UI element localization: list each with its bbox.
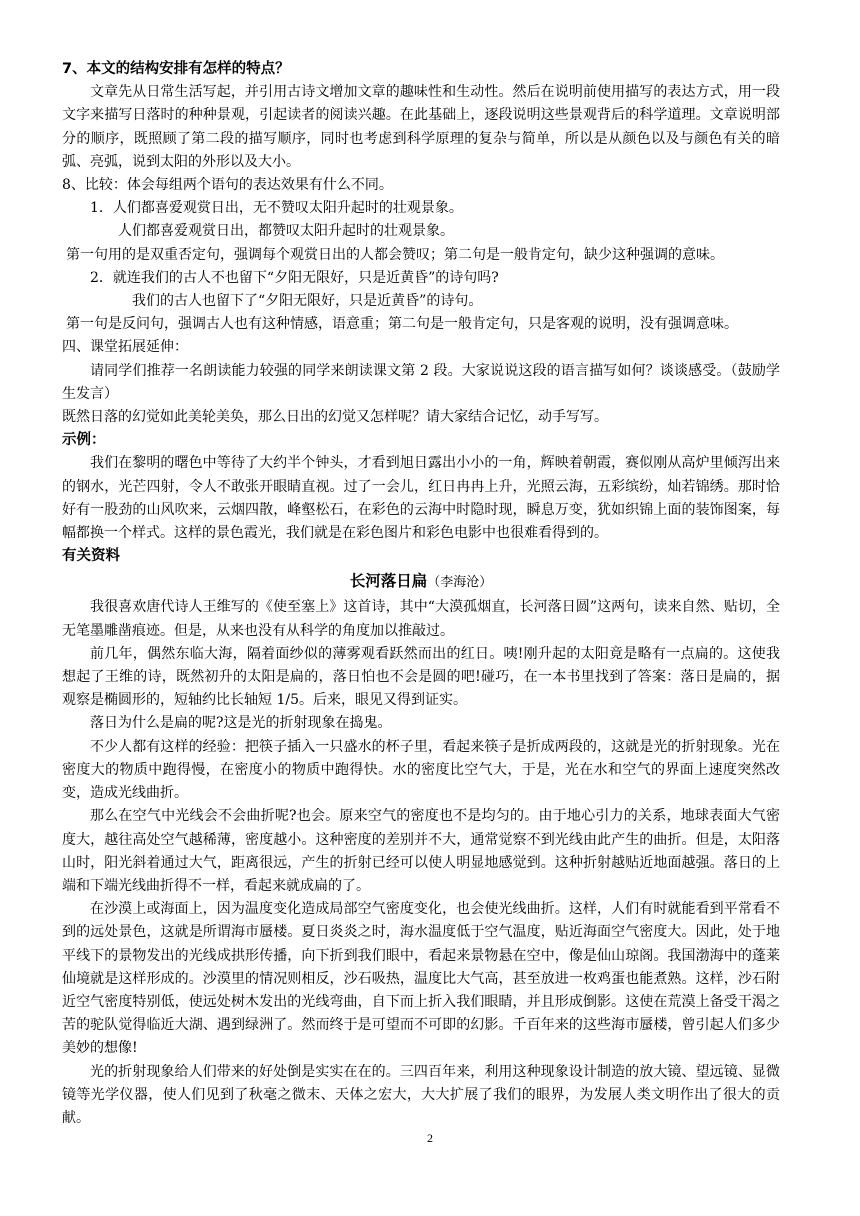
- question-8-title: 8、比较：体会每组两个语句的表达效果有什么不同。: [62, 177, 393, 194]
- article-paragraph: 不少人都有这样的经验：把筷子插入一只盛水的杯子里，看起来筷子是折成两段的，这就是光的折射现象。光在密度大的物质中跑得慢，在密度小的物质中跑得快。水的密度比空气大，于是，光在水和空气的界面上速度突然改变，造成光线曲折。: [62, 738, 780, 802]
- resources-heading: 有关资料: [62, 548, 120, 565]
- comparison-2-analysis: 第一句是反问句，强调古人也有这种情感，语意重；第二句是一般肯定句，只是客观的说明，没有强调意味。: [66, 316, 738, 333]
- example-passage: 我们在黎明的曙色中等待了大约半个钟头，才看到旭日露出小小的一角，辉映着朝霞，赛似刚从高炉里倾泻出来的钢水，光芒四射，令人不敢张开眼睛直视。过了一会儿，红日冉冉上升，光照云海，五彩缤纷，灿若锦绣。那时恰好有一股劲的山风吹来，云烟四散，峰壑松石，在彩色的云海中时隐时现，瞬息万变，犹如织锦上面的装饰图案，每幅都换一个样式。这样的景色霞光，我们就是在彩色图片和彩色电影中也很难看得到的。: [62, 455, 780, 542]
- extension-instruction: 请同学们推荐一名朗读能力较强的同学来朗读课文第 2 段。大家说说这段的语言描写如何？谈谈感受。（鼓励学生发言）: [62, 362, 780, 402]
- question-7-answer: 文章先从日常生活写起，并引用古诗文增加文章的趣味性和生动性。然后在说明前使用描写的表达方式，用一段文字来描写日落时的种种景观，引起读者的阅读兴趣。在此基础上，逐段说明这些景观背后的科学道理。文章说明部分的顺序，既照顾了第二段的描写顺序，同时也考虑到科学原理的复杂与简单，所以是从颜色以及与颜色有关的暗弧、亮弧，说到太阳的外形以及大小。: [62, 84, 780, 170]
- comparison-2-sentence-a: 2．就连我们的古人不也留下“夕阳无限好，只是近黄昏”的诗句吗?: [90, 269, 499, 286]
- comparison-1-sentence-a: 1．人们都喜爱观赏日出，无不赞叹太阳升起时的壮观景象。: [90, 200, 463, 217]
- question-7-title: 7、本文的结构安排有怎样的特点？: [62, 61, 290, 77]
- article-paragraph: 落日为什么是扁的呢?这是光的折射现象在捣鬼。: [90, 715, 392, 732]
- article-paragraph: 光的折射现象给人们带来的好处倒是实实在在的。三四百年来，利用这种现象设计制造的放大镜、望远镜、显微镜等光学仪器，使人们见到了秋毫之微末、天体之宏大，大大扩展了我们的眼界，为发展人类文明作出了很大的贡献。: [62, 1063, 780, 1126]
- article-paragraph: 我很喜欢唐代诗人王维写的《使至塞上》这首诗，其中“大漠孤烟直，长河落日圆”这两句，读来自然、贴切，全无笔墨雕凿痕迹。但是，从来也没有从科学的角度加以推敲过。: [62, 599, 780, 639]
- article-paragraph: 那么在空气中光线会不会曲折呢?也会。原来空气的密度也不是均匀的。由于地心引力的关系，地球表面大气密度大，越往高处空气越稀薄，密度越小。这种密度的差别并不大，通常觉察不到光线由此产生的曲折。但是，太阳落山时，阳光斜着通过大气，距离很远，产生的折射已经可以使人明显地感觉到。这种折射越贴近地面越强。落日的上端和下端光线曲折得不一样，看起来就成扁的了。: [62, 808, 780, 894]
- article-author: （李海沧）: [427, 575, 493, 591]
- article-paragraph: 在沙漠上或海面上，因为温度变化造成局部空气密度变化，也会使光线曲折。这样，人们有时就能看到平常看不到的远处景色，这就是所谓海市蜃楼。夏日炎炎之时，海水温度低于空气温度，贴近海面空气密度大。因此，处于地平线下的景物发出的光线成拱形传播，向下折到我们眼中，看起来景物悬在空中，像是仙山琼阁。我国渤海中的蓬莱仙境就是这样形成的。沙漠里的情况则相反，沙石吸热，温度比大气高，甚至放进一枚鸡蛋也能煮熟。这样，沙石附近空气密度特别低，使远处树木发出的光线弯曲，自下而上折入我们眼睛，并且形成倒影。这使在荒漠上备受干渴之苦的驼队觉得临近大湖、遇到绿洲了。然而终于是可望而不可即的幻影。千百年来的这些海市蜃楼，曾引起人们多少美妙的想像!: [62, 901, 780, 1057]
- article-heading: [62, 568, 780, 596]
- comparison-2-sentence-b: 我们的古人也留下了“夕阳无限好，只是近黄昏”的诗句。: [132, 293, 483, 310]
- comparison-1-sentence-b: 人们都喜爱观赏日出，都赞叹太阳升起时的壮观景象。: [118, 223, 454, 240]
- extension-writing-prompt: 既然日落的幻觉如此美轮美奂，那么日出的幻觉又怎样呢？请大家结合记忆，动手写写。: [62, 409, 608, 426]
- document-page: [62, 58, 780, 1130]
- page-number: 2: [427, 1131, 433, 1145]
- comparison-1-analysis: 第一句用的是双重否定句，强调每个观赏日出的人都会赞叹；第二句是一般肯定句，缺少这种强调的意味。: [66, 246, 724, 263]
- example-label: 示例：: [62, 432, 106, 449]
- extension-section-title: 四、课堂拓展延伸：: [62, 339, 188, 356]
- article-paragraph: 前几年，偶然东临大海，隔着面纱似的薄雾观看跃然而出的红日。咦!刚升起的太阳竟是略有一点扁的。这使我想起了王维的诗，既然初升的太阳是扁的，落日怕也不会是圆的吧!碰巧，在一本书里找到了答案：落日是扁的，据观察是椭圆形的，短轴约比长轴短 1/5。后来，眼见又得到证实。: [62, 645, 780, 709]
- article-title: 长河落日扁: [349, 572, 428, 591]
